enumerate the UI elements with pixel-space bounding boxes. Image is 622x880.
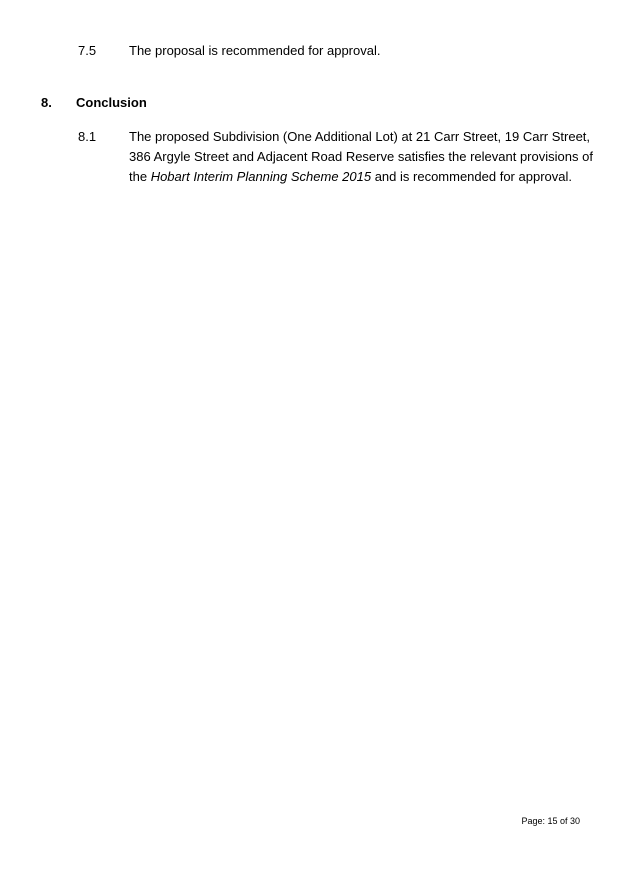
- paragraph-line-3: [129, 167, 584, 187]
- paragraph-text: The proposal is recommended for approval.: [129, 43, 381, 58]
- paragraph-text: [129, 127, 593, 187]
- paragraph-number: 8.1: [78, 129, 97, 144]
- paragraph-line-2: 386 Argyle Street and Adjacent Road Reserve satisfies the relevant provisions of: [129, 149, 593, 164]
- line-3-prefix: the: [129, 169, 151, 184]
- paragraph-line-1: The proposed Subdivision (One Additional Lot) at 21 Carr Street, 19 Carr Street,: [129, 129, 591, 144]
- line-3-suffix: and is recommended for approval.: [371, 169, 572, 184]
- section-title: Conclusion: [76, 95, 147, 110]
- paragraph-8-1: [78, 127, 593, 187]
- section-number: 8.: [41, 95, 52, 110]
- paragraph-number: 7.5: [78, 43, 97, 58]
- paragraph-7-5: [78, 41, 588, 61]
- planning-scheme-title: Hobart Interim Planning Scheme 2015: [150, 169, 372, 184]
- page-number-footer: Page: 15 of 30: [521, 816, 580, 826]
